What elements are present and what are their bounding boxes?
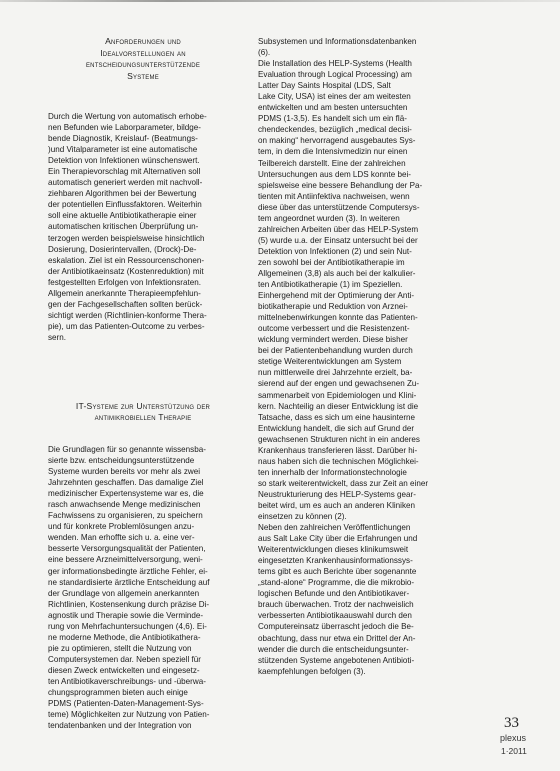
body-paragraph: Subsystemen und Informationsdatenbanken (6). Die Installation des HELP-Systems (Health Evaluation through Logical Processing) am Latter Day Saints Hospital (LDS, Salt Lake City, USA) ist eines der am weitesten entwickelten und am besten untersuchten PDMS (1-3,5). Es handelt sich um ein flä- chendeckendes, bezüglich „medical decisi- on making“ hervorragend ausgebautes Sys- tem, in dem die Intensivmedizin nur einen Teilbereich darstellt. Eine der zahlreichen Untersuchungen aus dem LDS konnte bei- spielsweise eine bessere Behandlung der Pa- tienten mit Antiinfektiva nachweisen, wenn diese über das unterstützende Computersys- tem angeordnet wurden (3). In weiteren zahlreichen Arbeiten über das HELP-System (5) wurde u.a. der Einsatz untersucht bei der Detektion von Infektionen (2) und sein Nut- zen sowohl bei der Antibiotikatherapie im Allgemeinen (3,8) als auch bei der kalkulier- ten Antibiotikatherapie (1) im Speziellen. Einhergehend mit der Optimierung der Anti- biotikatherapie und Reduktion von Arznei- mittelnebenwirkungen konnte das Patienten- outcome verbessert und die Resistenzent- wicklung vermindert werden. Diese bisher bei der Patientenbehandlung wurden durch stetige Weiterentwicklungen am System nun mittlerweile drei Jahrzehnte erzielt, ba- sierend auf der engen und gewachsenen Zu- sammenarbeit von Epidemiologen und Klini- kern. Nachteilig an dieser Entwicklung ist die Tatsache, dass es sich um eine hausinterne Entwicklung handelt, die sich auf Grund der gewachsenen Strukturen nicht in ein anderes Krankenhaus transferieren lässt. Darüber hi- naus haben sich die technischen Möglichkei- ten innerhalb der Informationstechnologie so stark weiterentwickelt, dass zur Zeit an einer Neustrukturierung des HELP-Systems gear- beitet wird, um es auch an anderen Kliniken einsetzen zu können (2). <box>258 37 429 522</box>
page-number: 33 <box>504 715 519 731</box>
body-paragraph: Durch die Wertung von automatisch erhobe- nen Befunden wie Laborparameter, bildge- bende Diagnostik, Kreislauf- (Beatmungs- )und Vitalparameter ist eine automatische Detektion von Infektionen wünschenswert. Ein Therapievorschlag mit Alternativen soll automatisch generiert werden mit nachvoll- ziehbaren Algorithmen bei der Bewertung der potentiellen Einflussfaktoren. Weiterhin soll eine aktuelle Antibiotikatherapie einer automatischen kritischen Überprüfung un- terzogen werden beispielsweise hinsichtlich Dosierung, Dosierintervallen, (Drock)-De- eskalation. Ziel ist ein Ressourcenschonen- der Antibiotikaeinsatz (Kostenreduktion) mit festgestellten Erfolgen von Infektionsraten. Allgemein anerkannte Therapieempfehlun- gen der Fachgesellschaften sollten berück- sichtigt werden (Richtlinien-konforme Thera- pie), um das Patienten-Outcome zu verbes- sern. <box>48 112 207 342</box>
journal-issue: 1·2011 <box>501 746 527 756</box>
right-column <box>258 36 450 677</box>
page-top-edge <box>0 0 560 2</box>
heading-line: Idealvorstellungen an <box>100 47 186 58</box>
section-heading-requirements <box>48 36 238 82</box>
heading-line: antimikrobiellen Therapie <box>94 412 192 423</box>
section-heading-it-systems <box>48 401 238 424</box>
body-paragraph: Neben den zahlreichen Veröffentlichungen aus Salt Lake City über die Erfahrungen und Weiterentwicklungen dieses klinikumsweit eingesetzten Krankenhausinformationssys- tems gibt es auch Berichte über sogenannte „stand-alone“ Programme, die die mikrobio- logischen Befunde und den Antibiotikaver- brauch überwachen. Trotz der nachweislich verbesserten Antibiotikaauswahl durch den Computereinsatz überrascht jedoch die Be- obachtung, dass nur etwa ein Drittel der An- wender die durch die entscheidungsunter- stützenden Systeme angebotenen Antibioti- kaempfehlungen befolgen (3). <box>258 523 418 676</box>
body-paragraph: Die Grundlagen für so genannte wissensba- sierte bzw. entscheidungsunterstützende Systeme wurden bereits vor mehr als zwei Jahrzehnten geschaffen. Das damalige Ziel medizinischer Expertensysteme war es, die rasch anwachsende Menge medizinischen Fachwissens zu organisieren, zu speichern und für konkrete Problemlösungen anzu- wenden. Man erhoffte sich u. a. eine ver- besserte Versorgungsqualität der Patienten, eine bessere Arzneimittelversorgung, weni- ger informationsbedingte ärztliche Fehler, ei- ne standardisierte ärztliche Entscheidung auf der Grundlage von allgemein anerkannten Richtlinien, Kostensenkung durch präzise Di- agnostik und Therapie sowie die Verminde- rung von Mehrfachuntersuchungen (4,6). Ei- ne moderne Methode, die Antibiotikathera- pie zu optimieren, stellt die Nutzung von Computersystemen dar. Neben speziell für diesen Zweck entwickelten und eingesetz- ten Antibiotikaverschreibungs- und -überwa- chungsprogrammen bieten auch einige PDMS (Patienten-Daten-Management-Sys- teme) Möglichkeiten zur Nutzung von Patien- tendatenbanken und der Integration von <box>48 444 210 731</box>
left-column <box>48 36 238 731</box>
heading-line: Systeme <box>127 70 159 81</box>
heading-line: Anforderungen und <box>105 36 181 46</box>
heading-line: IT-Systeme zur Unterstützung der <box>75 400 211 411</box>
heading-line: entscheidungsunterstützende <box>85 59 201 69</box>
journal-name: plexus <box>500 733 527 743</box>
